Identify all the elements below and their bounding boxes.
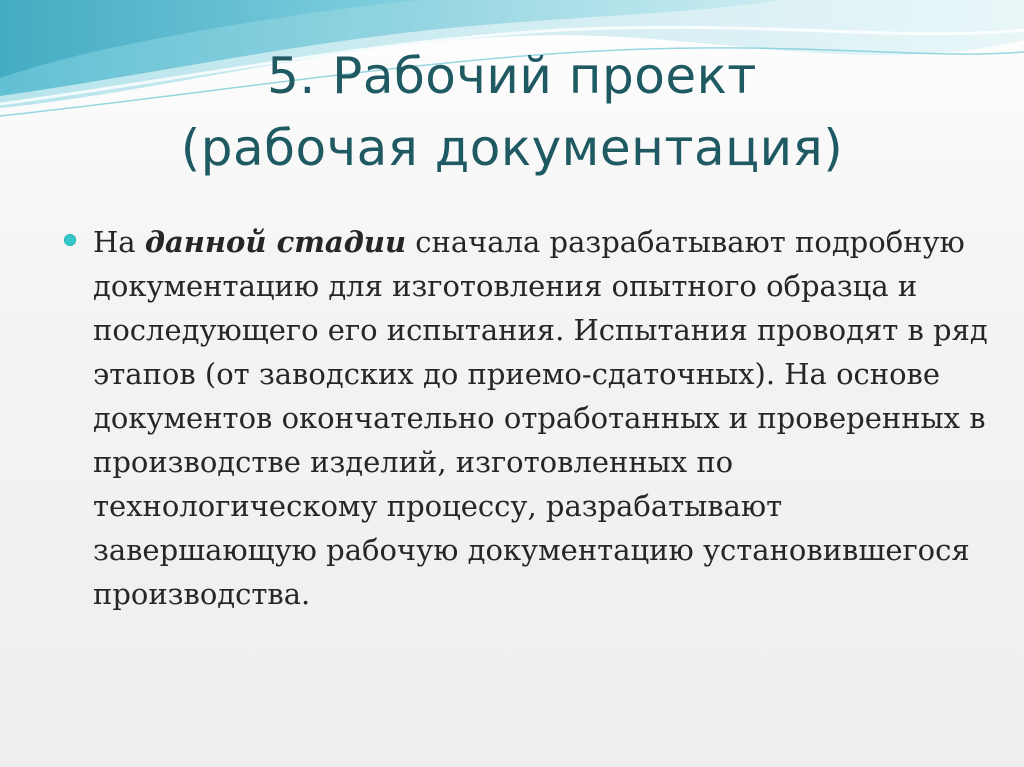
bullet-emphasis-text: данной стадии (144, 225, 407, 259)
slide-title (0, 40, 1024, 184)
bullet-item (58, 220, 988, 616)
slide-body (58, 220, 988, 616)
slide-title-line-2: (рабочая документация) (180, 119, 844, 177)
slide-title-line-1: 5. Рабочий проект (267, 47, 757, 105)
bullet-main-text: сначала разрабатывают подробную документацию для изготовления опытного образца и последующего его испытания. Испытания проводят в ряд этапов (от заводских до приемо-сдаточных). На основе документов окончательно отработанных и проверенных в производстве изделий, изготовленных по технологическому процессу, разрабатывают завершающую рабочую документацию установившегося производства. (93, 225, 988, 611)
bullet-intro-text: На (93, 225, 145, 259)
bullet-dot-icon (64, 234, 76, 246)
